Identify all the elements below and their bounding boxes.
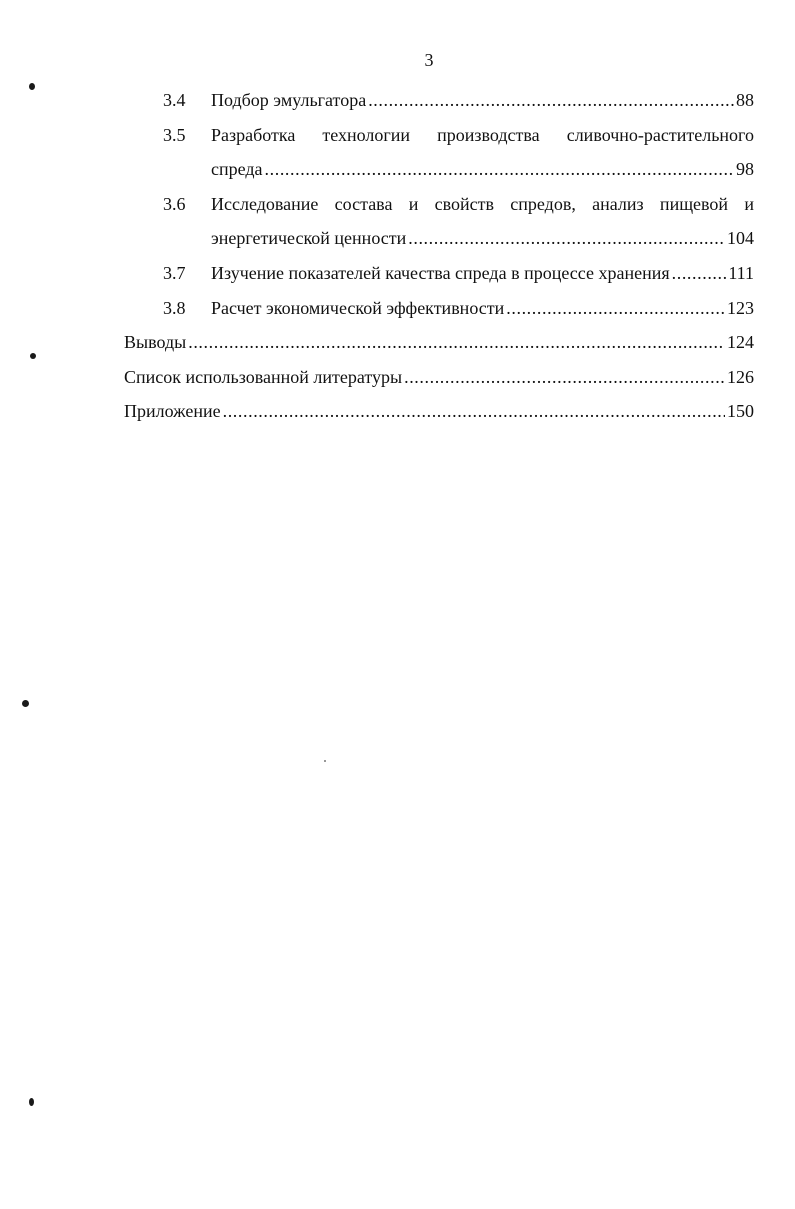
toc-entry-3-5 [124,118,754,187]
toc-entry-page: 124 [727,332,754,353]
dot-leader [265,152,734,187]
toc-entry-page: 123 [727,297,754,318]
dot-leader [672,256,727,291]
toc-entry-title: спреда [211,159,263,180]
scan-speck [29,83,35,90]
toc-entry-references [124,360,754,395]
toc-entry-3-6 [124,187,754,256]
toc-entry-title: Изучение показателей качества спреда в процессе хранения [211,262,670,283]
toc-entry-title: Подбор эмульгатора [211,90,367,110]
scan-speck [324,760,326,762]
toc-entry-number: 3.5 [163,124,186,145]
page-number: 3 [424,50,434,70]
toc-entry-number: 3.6 [163,193,186,214]
dot-leader [223,394,725,429]
toc-entry-title: энергетической ценности [211,228,407,249]
dot-leader [404,360,725,395]
scan-speck [22,700,29,707]
toc-entry-title: Выводы [124,332,187,353]
toc-entry-number: 3.7 [163,262,186,283]
dot-leader [368,83,734,118]
toc-entry-title-line: Исследование состава и свойств спредов, анализ пищевой и [211,193,754,214]
toc-entry-3-7 [124,256,754,291]
toc-entry-number: 3.4 [163,90,186,110]
scan-speck [30,353,36,359]
toc-entry-title: Приложение [124,401,221,422]
toc-entry-page: 104 [727,228,754,249]
toc-entry-number: 3.8 [163,297,186,318]
toc-entry-title: Список использованной литературы [124,366,403,387]
toc-entry-title: Расчет экономической эффективности [211,297,505,318]
toc-entry-title-line: Разработка технологии производства сливочно-растительного [211,124,754,145]
toc-entry-page: 126 [727,366,754,387]
toc-entry-conclusions [124,325,754,360]
toc-entry-3-8 [124,291,754,326]
toc-entry-page: 111 [728,262,754,283]
toc-entry-3-4 [124,83,754,118]
table-of-contents [124,83,754,429]
toc-entry-page: 150 [727,401,754,422]
dot-leader [188,325,725,360]
toc-entry-appendix [124,394,754,429]
toc-entry-page: 88 [736,90,754,110]
toc-entry-page: 98 [736,159,754,180]
scan-speck [29,1098,34,1106]
dot-leader [506,291,725,326]
dot-leader [408,221,725,256]
